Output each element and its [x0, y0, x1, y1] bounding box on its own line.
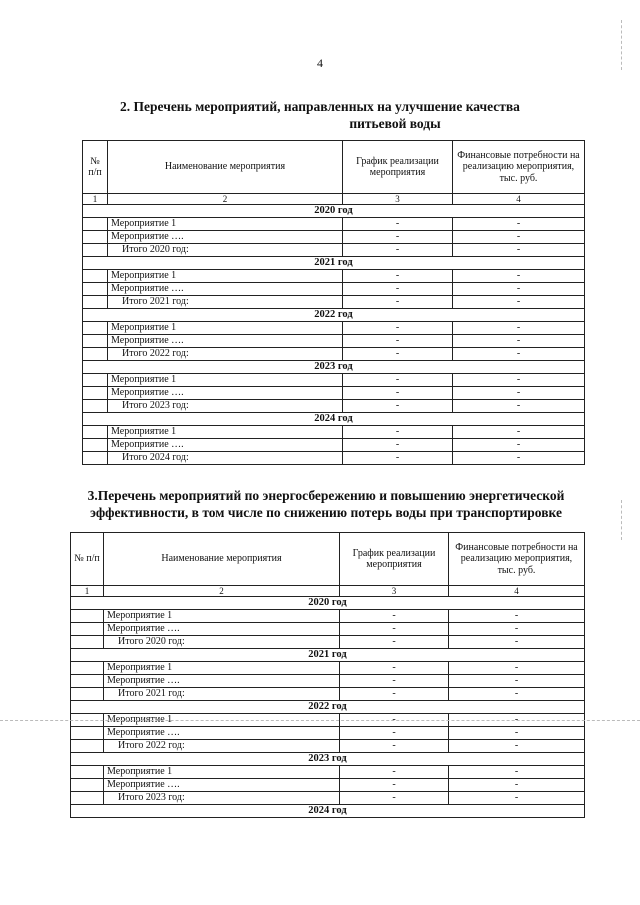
finance-value: -	[449, 662, 585, 675]
schedule-value: -	[340, 675, 449, 688]
year-row	[83, 205, 585, 218]
header-num: № п/п	[83, 141, 108, 194]
table-row	[83, 322, 585, 335]
measure-name: Мероприятие ….	[104, 779, 340, 792]
finance-value: -	[453, 452, 585, 465]
schedule-value: -	[343, 335, 453, 348]
table-row	[83, 270, 585, 283]
total-label: Итого 2021 год:	[104, 688, 340, 701]
total-row	[83, 244, 585, 257]
finance-value: -	[449, 714, 585, 727]
column-number: 4	[449, 586, 585, 597]
row-num	[83, 283, 108, 296]
finance-value: -	[453, 231, 585, 244]
row-num	[83, 387, 108, 400]
total-row	[71, 636, 585, 649]
column-number: 4	[453, 194, 585, 205]
schedule-value: -	[340, 636, 449, 649]
row-num	[83, 296, 108, 309]
row-num	[71, 688, 104, 701]
year-row	[71, 701, 585, 714]
schedule-value: -	[343, 387, 453, 400]
measure-name: Мероприятие 1	[104, 610, 340, 623]
header-schedule: График реализации мероприятия	[343, 141, 453, 194]
year-row	[83, 257, 585, 270]
schedule-value: -	[340, 792, 449, 805]
row-num	[71, 636, 104, 649]
row-num	[83, 335, 108, 348]
year-label: 2020 год	[83, 205, 585, 218]
row-num	[71, 779, 104, 792]
finance-value: -	[449, 610, 585, 623]
row-num	[83, 218, 108, 231]
row-num	[83, 270, 108, 283]
finance-value: -	[453, 335, 585, 348]
finance-value: -	[453, 296, 585, 309]
header-num: № п/п	[71, 533, 104, 586]
year-label: 2021 год	[83, 257, 585, 270]
schedule-value: -	[340, 766, 449, 779]
row-num	[71, 792, 104, 805]
header-finance: Финансовые потребности на реализацию мероприятия, тыс. руб.	[453, 141, 585, 194]
finance-value: -	[449, 688, 585, 701]
measure-name: Мероприятие 1	[104, 766, 340, 779]
schedule-value: -	[343, 244, 453, 257]
measures-table	[70, 532, 585, 818]
schedule-value: -	[340, 727, 449, 740]
table-row	[83, 387, 585, 400]
header-name: Наименование мероприятия	[104, 533, 340, 586]
year-row	[83, 413, 585, 426]
table-row	[83, 439, 585, 452]
table-row	[83, 374, 585, 387]
finance-value: -	[449, 792, 585, 805]
measure-name: Мероприятие ….	[104, 727, 340, 740]
measure-name: Мероприятие ….	[108, 387, 343, 400]
row-num	[71, 727, 104, 740]
finance-value: -	[449, 740, 585, 753]
finance-value: -	[449, 727, 585, 740]
finance-value: -	[453, 283, 585, 296]
year-label: 2020 год	[71, 597, 585, 610]
year-label: 2023 год	[71, 753, 585, 766]
year-label: 2024 год	[83, 413, 585, 426]
total-label: Итого 2023 год:	[104, 792, 340, 805]
measure-name: Мероприятие ….	[104, 623, 340, 636]
finance-value: -	[453, 400, 585, 413]
row-num	[83, 231, 108, 244]
column-number: 1	[71, 586, 104, 597]
schedule-value: -	[340, 623, 449, 636]
row-num	[83, 426, 108, 439]
year-row	[71, 805, 585, 818]
schedule-value: -	[343, 218, 453, 231]
schedule-value: -	[343, 270, 453, 283]
row-num	[71, 623, 104, 636]
finance-value: -	[453, 270, 585, 283]
schedule-value: -	[340, 610, 449, 623]
total-row	[71, 792, 585, 805]
finance-value: -	[453, 348, 585, 361]
total-row	[83, 296, 585, 309]
header-schedule: График реализации мероприятия	[340, 533, 449, 586]
header-row	[83, 141, 585, 194]
finance-value: -	[449, 675, 585, 688]
measure-name: Мероприятие 1	[108, 322, 343, 335]
table-row	[71, 662, 585, 675]
schedule-value: -	[343, 452, 453, 465]
row-num	[71, 740, 104, 753]
row-num	[83, 400, 108, 413]
section-energy-saving	[0, 487, 640, 816]
column-number: 3	[340, 586, 449, 597]
row-num	[71, 662, 104, 675]
row-num	[83, 244, 108, 257]
year-row	[83, 309, 585, 322]
total-row	[83, 348, 585, 361]
table-row	[83, 231, 585, 244]
table-row	[83, 218, 585, 231]
schedule-value: -	[340, 779, 449, 792]
schedule-value: -	[343, 296, 453, 309]
row-num	[83, 439, 108, 452]
year-label: 2022 год	[83, 309, 585, 322]
page-number: 4	[317, 56, 323, 70]
measure-name: Мероприятие 1	[104, 714, 340, 727]
measure-name: Мероприятие ….	[108, 283, 343, 296]
finance-value: -	[453, 322, 585, 335]
column-number-row	[71, 586, 585, 597]
header-finance: Финансовые потребности на реализацию мероприятия, тыс. руб.	[449, 533, 585, 586]
measure-name: Мероприятие 1	[108, 218, 343, 231]
row-num	[83, 322, 108, 335]
total-label: Итого 2020 год:	[104, 636, 340, 649]
table-row	[83, 283, 585, 296]
row-num	[71, 766, 104, 779]
table-row	[71, 766, 585, 779]
total-label: Итого 2024 год:	[108, 452, 343, 465]
schedule-value: -	[340, 714, 449, 727]
year-row	[71, 649, 585, 662]
schedule-value: -	[343, 426, 453, 439]
measure-name: Мероприятие 1	[108, 374, 343, 387]
year-row	[71, 753, 585, 766]
year-label: 2024 год	[71, 805, 585, 818]
table-row	[71, 675, 585, 688]
finance-value: -	[453, 426, 585, 439]
measure-name: Мероприятие 1	[104, 662, 340, 675]
row-num	[83, 452, 108, 465]
total-label: Итого 2022 год:	[104, 740, 340, 753]
total-label: Итого 2021 год:	[108, 296, 343, 309]
schedule-value: -	[343, 439, 453, 452]
finance-value: -	[453, 374, 585, 387]
table-row	[83, 426, 585, 439]
finance-value: -	[449, 766, 585, 779]
schedule-value: -	[340, 688, 449, 701]
finance-value: -	[453, 387, 585, 400]
measure-name: Мероприятие ….	[108, 231, 343, 244]
row-num	[83, 374, 108, 387]
table-row	[71, 779, 585, 792]
total-label: Итого 2020 год:	[108, 244, 343, 257]
total-row	[83, 400, 585, 413]
measure-name: Мероприятие 1	[108, 270, 343, 283]
schedule-value: -	[343, 400, 453, 413]
schedule-value: -	[340, 740, 449, 753]
total-row	[71, 740, 585, 753]
total-row	[71, 688, 585, 701]
measure-name: Мероприятие ….	[108, 439, 343, 452]
column-number: 1	[83, 194, 108, 205]
section-title-line2: эффективности, в том числе по снижению потерь воды при транспортировке	[90, 505, 562, 520]
header-row	[71, 533, 585, 586]
finance-value: -	[449, 636, 585, 649]
year-row	[71, 597, 585, 610]
finance-value: -	[453, 244, 585, 257]
section-water-quality	[0, 98, 640, 463]
section-title-line2: питьевой воды	[349, 116, 441, 131]
table-row	[71, 727, 585, 740]
finance-value: -	[453, 439, 585, 452]
scan-edge-mark	[621, 20, 622, 70]
column-number-row	[83, 194, 585, 205]
column-number: 3	[343, 194, 453, 205]
total-label: Итого 2022 год:	[108, 348, 343, 361]
measure-name: Мероприятие ….	[108, 335, 343, 348]
row-num	[83, 348, 108, 361]
scan-artifact-line	[0, 720, 640, 721]
schedule-value: -	[343, 283, 453, 296]
measure-name: Мероприятие 1	[108, 426, 343, 439]
schedule-value: -	[343, 348, 453, 361]
finance-value: -	[449, 623, 585, 636]
schedule-value: -	[340, 662, 449, 675]
row-num	[71, 610, 104, 623]
column-number: 2	[104, 586, 340, 597]
finance-value: -	[449, 779, 585, 792]
scan-edge-mark	[621, 500, 622, 540]
section-title-line1: 3.Перечень мероприятий по энергосбережению и повышению энергетической	[87, 488, 565, 503]
section-title-line1: 2. Перечень мероприятий, направленных на улучшение качества	[120, 99, 520, 114]
header-name: Наименование мероприятия	[108, 141, 343, 194]
table-row	[71, 623, 585, 636]
year-label: 2021 год	[71, 649, 585, 662]
measure-name: Мероприятие ….	[104, 675, 340, 688]
year-label: 2023 год	[83, 361, 585, 374]
schedule-value: -	[343, 231, 453, 244]
table-row	[71, 610, 585, 623]
total-row	[83, 452, 585, 465]
finance-value: -	[453, 218, 585, 231]
schedule-value: -	[343, 322, 453, 335]
table-row	[83, 335, 585, 348]
column-number: 2	[108, 194, 343, 205]
year-label: 2022 год	[71, 701, 585, 714]
schedule-value: -	[343, 374, 453, 387]
measures-table	[82, 140, 585, 465]
total-label: Итого 2023 год:	[108, 400, 343, 413]
year-row	[83, 361, 585, 374]
row-num	[71, 675, 104, 688]
